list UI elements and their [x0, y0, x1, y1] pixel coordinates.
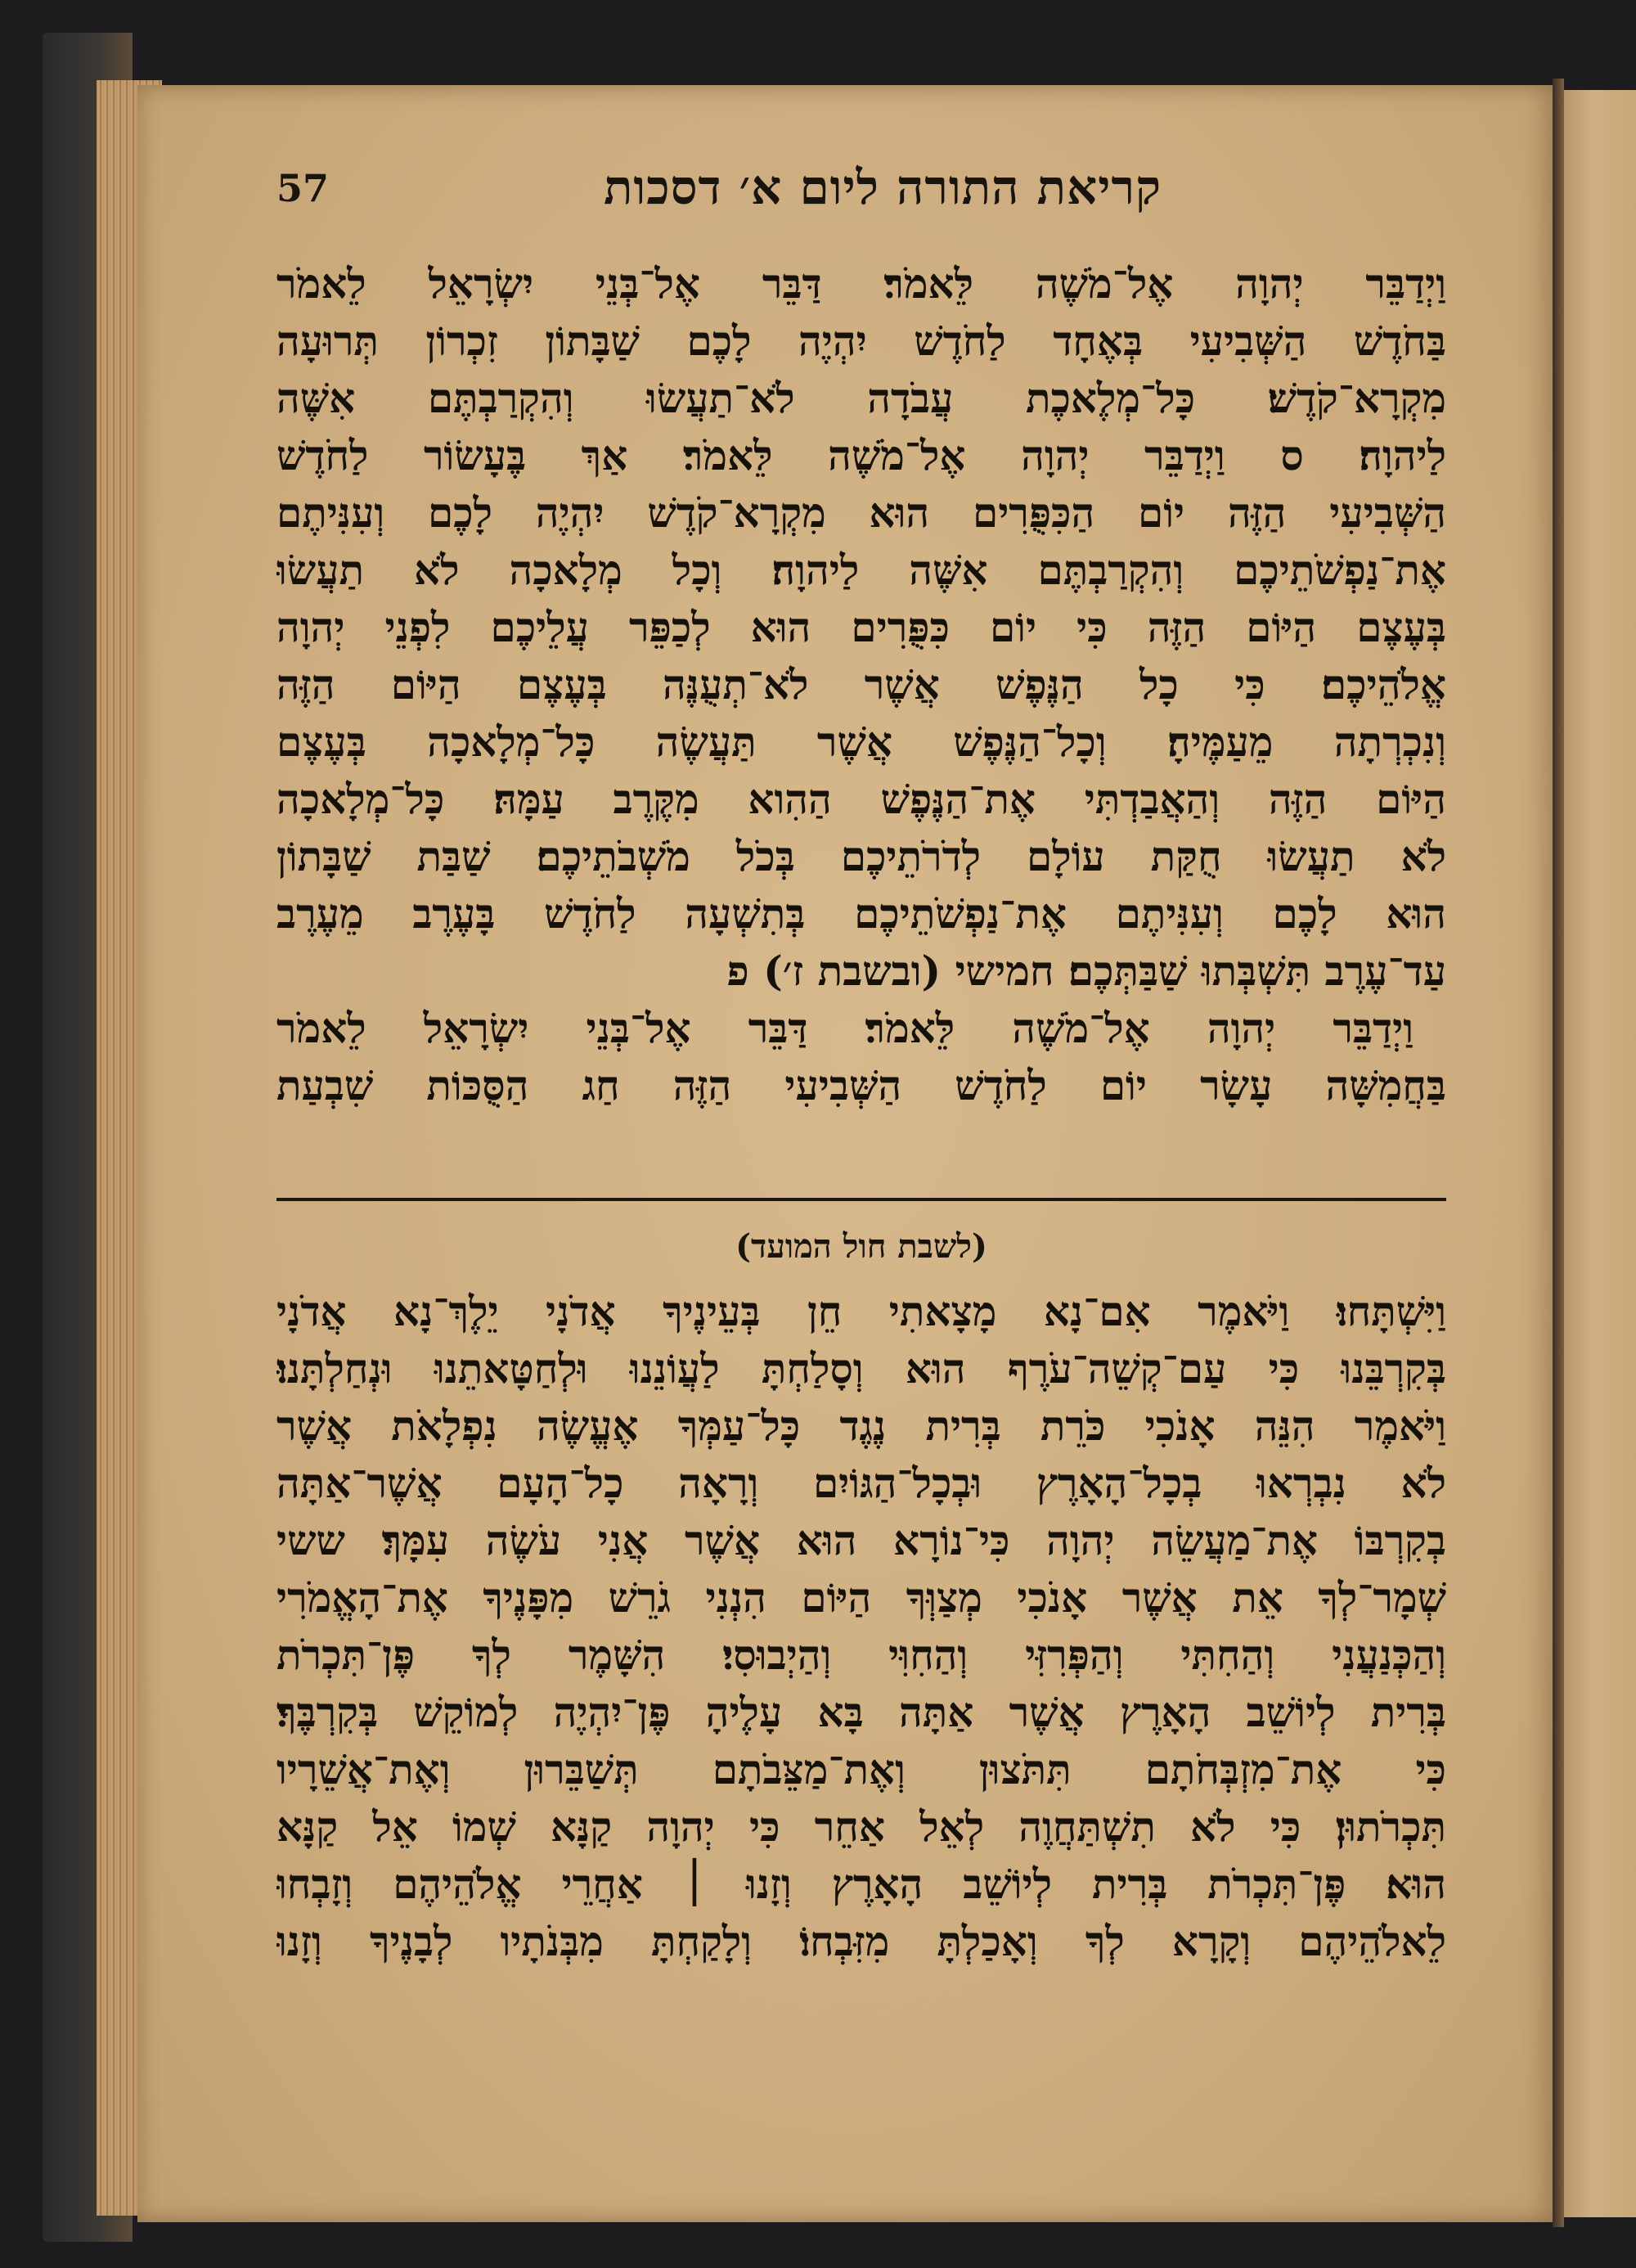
text-line: הַשְּׁבִיעִי הַזֶּה יוֹם הַכִּפֻּרִים הוּא מִקְרָא־קֹדֶשׁ יִהְיֶה לָכֶם וְעִנִּיתֶם: [276, 488, 1446, 537]
text-line-section-end: עַד־עֶרֶב תִּשְׁבְּתוּ שַׁבַּתְּכֶם׃ חמישי (ובשבת ז׳) פ: [726, 947, 1446, 995]
book-gutter: [1553, 79, 1564, 2227]
section-divider: [276, 1198, 1446, 1201]
facing-page-edge: [1564, 90, 1636, 2217]
text-line: בְּרִית לְיוֹשֵׁב הָאָרֶץ אֲשֶׁר אַתָּה בָּא עָלֶיהָ פֶּן־יִהְיֶה לְמוֹקֵשׁ בְּקִרְבֶּךָ׃: [276, 1688, 1446, 1736]
text-line: הוּא לָכֶם וְעִנִּיתֶם אֶת־נַפְשֹׁתֵיכֶם בְּתִשְׁעָה לַחֹדֶשׁ בָּעֶרֶב מֵעֶרֶב: [276, 889, 1446, 938]
text-line: אֱלֹהֵיכֶם׃ כִּי כָל הַנֶּפֶשׁ אֲשֶׁר לֹא־תְעֻנֶּה בְּעֶצֶם הַיּוֹם הַזֶּה: [276, 660, 1446, 709]
text-line: מִקְרָא־קֹדֶשׁ׃ כָּל־מְלֶאכֶת עֲבֹדָה לֹא־תַעֲשׂוּ וְהִקְרַבְתֶּם אִשֶּׁה: [276, 374, 1446, 422]
running-header-title: קריאת התורה ליום א׳ דסכות: [603, 160, 1162, 215]
text-line: הַיּוֹם הַזֶּה וְהַאֲבַדְתִּי אֶת־הַנֶּפֶשׁ הַהִוא מִקֶּרֶב עַמָּהּ׃ כָּל־מְלָאכָה: [276, 775, 1446, 823]
text-line: וַיִּשְׁתָּחוּ׃ וַיֹּאמֶר אִם־נָא מָצָאתִי חֵן בְּעֵינֶיךָ אֲדֹנָי יֵלֶךְ־נָא אֲדֹנָי: [276, 1287, 1446, 1335]
text-line: בְּעֶצֶם הַיּוֹם הַזֶּה כִּי יוֹם כִּפֻּרִים הוּא לְכַפֵּר עֲלֵיכֶם לִפְנֵי יְהוָה: [276, 603, 1446, 651]
text-line: אֶת־נַפְשֹׁתֵיכֶם וְהִקְרַבְתֶּם אִשֶּׁה לַיהוָה׃ וְכָל מְלָאכָה לֹא תַעֲשׂוּ: [276, 546, 1446, 594]
section-subheading: (לשבת חול המועד): [735, 1227, 987, 1266]
text-line: תִּכְרֹתוּן׃ כִּי לֹא תִשְׁתַּחֲוֶה לְאֵל אַחֵר כִּי יְהוָה קַנָּא שְׁמוֹ אֵל קַנָּא: [276, 1802, 1446, 1851]
text-line: לֹא תַעֲשׂוּ חֻקַּת עוֹלָם לְדֹרֹתֵיכֶם בְּכֹל מֹשְׁבֹתֵיכֶם׃ שַׁבַּת שַׁבָּתוֹן: [276, 832, 1446, 880]
text-line: בַּחֲמִשָּׁה עָשָׂר יוֹם לַחֹדֶשׁ הַשְּׁבִיעִי הַזֶּה חַג הַסֻּכּוֹת שִׁבְעַת: [276, 1061, 1446, 1109]
text-line: כִּי אֶת־מִזְבְּחֹתָם תִּתֹּצוּן וְאֶת־מַצֵּבֹתָם תְּשַׁבֵּרוּן וְאֶת־אֲשֵׁרָיו: [276, 1745, 1446, 1793]
text-line: שְׁמָר־לְךָ אֵת אֲשֶׁר אָנֹכִי מְצַוְּךָ הַיּוֹם הִנְנִי גֹרֵשׁ מִפָּנֶיךָ אֶת־הָאֱמֹרִי: [276, 1573, 1446, 1622]
text-line: וַיְדַבֵּר יְהוָה אֶל־מֹשֶׁה לֵּאמֹר׃ דַּבֵּר אֶל־בְּנֵי יִשְׂרָאֵל לֵאמֹר: [276, 1004, 1414, 1052]
shabbat-text-block: [276, 1283, 1446, 1970]
text-line: לֹא נִבְרְאוּ בְכָל־הָאָרֶץ וּבְכָל־הַגּוֹיִם וְרָאָה כָל־הָעָם אֲשֶׁר־אַתָּה: [276, 1459, 1446, 1507]
text-line: בַּחֹדֶשׁ הַשְּׁבִיעִי בְּאֶחָד לַחֹדֶשׁ יִהְיֶה לָכֶם שַׁבָּתוֹן זִכְרוֹן תְּרוּעָה: [276, 317, 1446, 365]
text-line: וְנִכְרְתָה מֵעַמֶּיהָ׃ וְכָל־הַנֶּפֶשׁ אֲשֶׁר תַּעֲשֶׂה כָּל־מְלָאכָה בְּעֶצֶם: [276, 718, 1446, 766]
text-line: לַיהוָה׃ ס וַיְדַבֵּר יְהוָה אֶל־מֹשֶׁה לֵּאמֹר׃ אַךְ בֶּעָשׂוֹר לַחֹדֶשׁ: [276, 431, 1446, 479]
main-text-block: [276, 255, 1446, 1114]
text-line: לֵאלֹהֵיהֶם וְקָרָא לְךָ וְאָכַלְתָּ מִזִּבְחוֹ׃ וְלָקַחְתָּ מִבְּנֹתָיו לְבָנֶיךָ וְזָנוּ: [276, 1917, 1446, 1965]
text-line: וְהַכְּנַעֲנִי וְהַחִתִּי וְהַפְּרִזִּי וְהַחִוִּי וְהַיְבוּסִי׃ הִשָּׁמֶר לְךָ פֶּן־תִּכְרֹת: [276, 1631, 1446, 1679]
text-line: וַיֹּאמֶר הִנֵּה אָנֹכִי כֹּרֵת בְּרִית נֶגֶד כָּל־עַמְּךָ אֶעֱשֶׂה נִפְלָאֹת אֲשֶׁר: [276, 1402, 1446, 1450]
text-line: בְקִרְבּוֹ אֶת־מַעֲשֵׂה יְהוָה כִּי־נוֹרָא הוּא אֲשֶׁר אֲנִי עֹשֶׂה עִמָּךְ׃ ששי: [276, 1516, 1446, 1564]
text-line: הוּא׃ פֶּן־תִּכְרֹת בְּרִית לְיוֹשֵׁב הָאָרֶץ וְזָנוּ ׀ אַחֲרֵי אֱלֹהֵיהֶם וְזָבְחוּ: [276, 1860, 1446, 1908]
text-line: וַיְדַבֵּר יְהוָה אֶל־מֹשֶׁה לֵּאמֹר׃ דַּבֵּר אֶל־בְּנֵי יִשְׂרָאֵל לֵאמֹר: [276, 259, 1446, 308]
running-header: [278, 160, 1162, 233]
page-number: 57: [276, 166, 330, 210]
text-line: בְּקִרְבֵּנוּ כִּי עַם־קְשֵׁה־עֹרֶף הוּא וְסָלַחְתָּ לַעֲוֹנֵנוּ וּלְחַטָּאתֵנוּ וּנְחַלְתָּנוּ׃: [276, 1344, 1446, 1393]
